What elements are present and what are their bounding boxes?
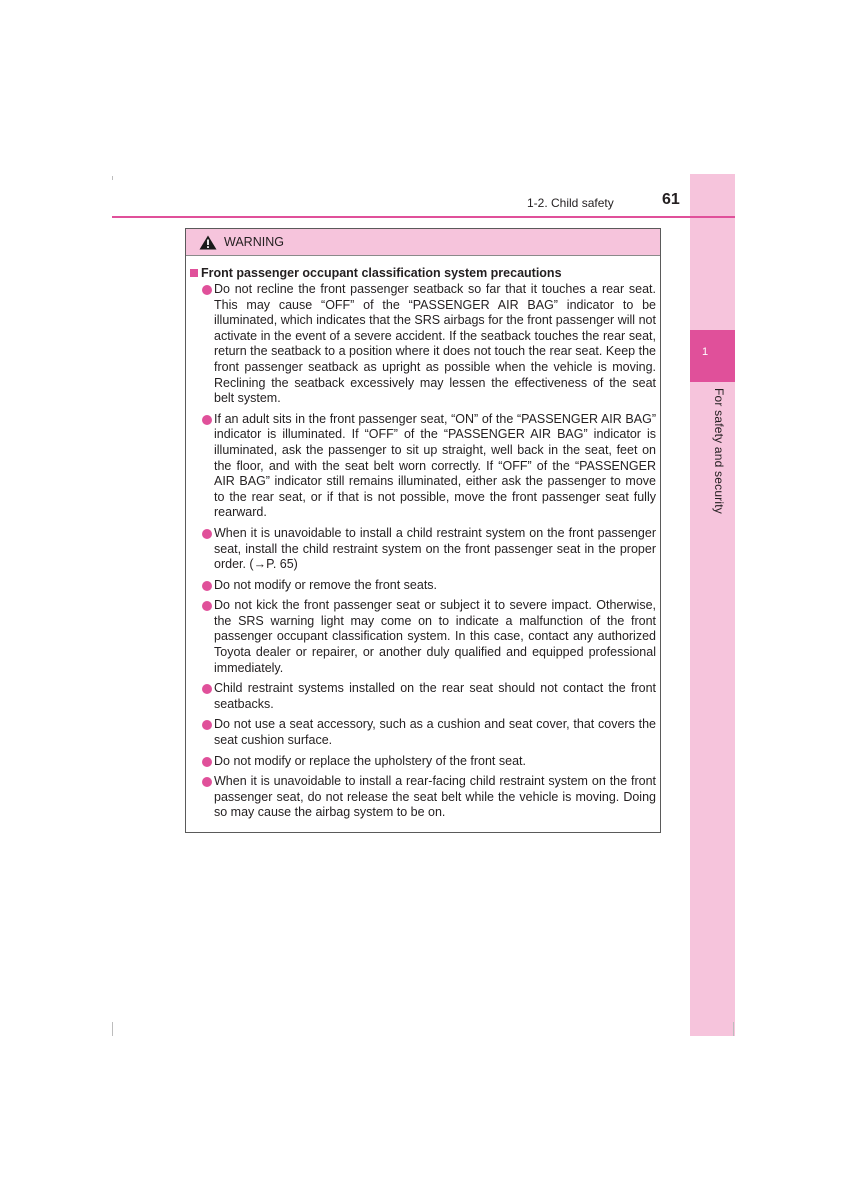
side-tab-active[interactable] xyxy=(690,330,735,382)
warning-header xyxy=(186,229,660,256)
bullet-icon xyxy=(202,415,212,425)
bullet-icon xyxy=(202,285,212,295)
warning-box xyxy=(185,228,661,833)
section-label: 1-2. Child safety xyxy=(527,196,614,210)
square-bullet-icon xyxy=(190,269,198,277)
warning-title: WARNING xyxy=(224,235,284,249)
list-item: If an adult sits in the front passenger seat, “ON” of the “PASSENGER AIR BAG” indicator is illuminated. If “OFF” of the “PASSENGER AIR BAG” indicator is illuminated, ask the passenger to sit up straight, well back in the seat, feet on the floor, and with the seat belt worn correctly. If “OFF” of the “PASSENGER AIR BAG” indicator still remains illuminated, either ask the passenger to move to the rear seat, or if that is not possible, move the front passenger seat fully rearward. xyxy=(190,412,656,521)
bullet-icon xyxy=(202,601,212,611)
list-item: Do not modify or replace the upholstery of the front seat. xyxy=(190,754,656,770)
crop-mark xyxy=(112,1022,113,1036)
page-number: 61 xyxy=(662,191,680,208)
warning-subheading xyxy=(190,266,656,280)
header-rule xyxy=(112,216,735,218)
crop-mark xyxy=(112,176,113,180)
bullet-icon xyxy=(202,777,212,787)
bullet-icon xyxy=(202,581,212,591)
list-item: When it is unavoidable to install a rear-facing child restraint system on the front passenger seat, do not release the seat belt while the vehicle is moving. Doing so may cause the airbag system to be on. xyxy=(190,774,656,821)
warning-triangle-icon xyxy=(199,235,217,250)
subheading-text: Front passenger occupant classification system precautions xyxy=(201,266,562,280)
list-item: Child restraint systems installed on the rear seat should not contact the front seatbacks. xyxy=(190,681,656,712)
list-item: Do not use a seat accessory, such as a cushion and seat cover, that covers the seat cushion surface. xyxy=(190,717,656,748)
bullet-icon xyxy=(202,757,212,767)
list-item: When it is unavoidable to install a child restraint system on the front passenger seat, install the child restraint system on the front passenger seat in the proper order. (→P. 65) xyxy=(190,526,656,573)
side-tab-number: 1 xyxy=(702,346,709,358)
bullet-icon xyxy=(202,529,212,539)
list-item: Do not kick the front passenger seat or subject it to severe impact. Otherwise, the SRS warning light may come on to indicate a malfunction of the front passenger occupant classification system. In this case, contact any authorized Toyota dealer or repairer, or another duly qualified and equipped professional immediately. xyxy=(190,598,656,676)
warning-list xyxy=(190,282,656,821)
bullet-icon xyxy=(202,684,212,694)
side-tab-strip xyxy=(690,174,735,1036)
crop-mark xyxy=(733,1022,734,1036)
bullet-icon xyxy=(202,720,212,730)
side-tab-label: For safety and security xyxy=(712,388,726,514)
list-item: Do not modify or remove the front seats. xyxy=(190,578,656,594)
list-item: Do not recline the front passenger seatback so far that it touches a rear seat. This may cause “OFF” of the “PASSENGER AIR BAG” indicator to be illuminated, which indicates that the SRS airbags for the front passenger will not activate in the event of a severe accident. If the seatback touches the rear seat, return the seatback to a position where it does not touch the rear seat. Keep the front passenger seatback as upright as possible when the vehicle is moving. Reclining the seatback excessively may lessen the effectiveness of the seat belt system. xyxy=(190,282,656,407)
